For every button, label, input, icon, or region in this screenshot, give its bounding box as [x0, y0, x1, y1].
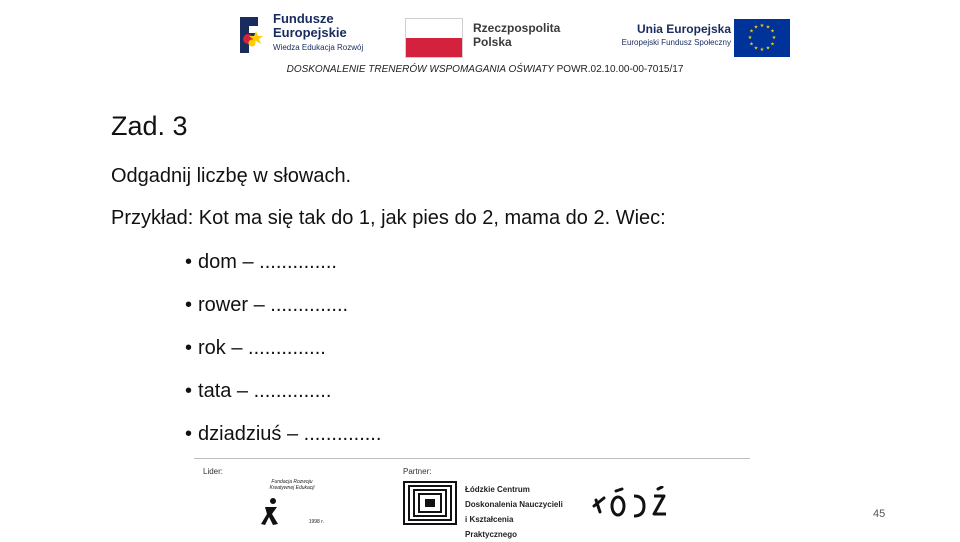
svg-text:★: ★: [749, 28, 754, 35]
page-number: 45: [873, 508, 886, 520]
fundusze-line3: Wiedza Edukacja Rozwój: [273, 43, 364, 52]
ue-line2: Europejski Fundusz Społeczny: [621, 38, 731, 47]
ldz-line1: Łódzkie Centrum: [465, 485, 530, 494]
partner-label: Partner:: [403, 467, 432, 476]
fundusze-line2: Europejskie: [273, 25, 347, 40]
svg-text:★: ★: [759, 47, 765, 53]
task-example: Przykład: Kot ma się tak do 1, jak pies do 2, mama do 2. Wiec:: [111, 207, 666, 229]
list-item: [185, 336, 381, 379]
fundusze-line1: Fundusze: [273, 11, 334, 26]
concentric-squares-icon: [403, 481, 457, 525]
list-item-text: tata – ..............: [198, 380, 332, 402]
list-item: [185, 250, 381, 293]
project-code-number: POWR.02.10.00-00-7015/17: [553, 64, 684, 75]
svg-text:★: ★: [765, 24, 771, 31]
task-instruction: Odgadnij liczbę w słowach.: [111, 165, 352, 187]
lider-logo-text: Fundacja Rozwoju Kreatywnej Edukacji: [269, 479, 315, 491]
fundusze-star-icon: [236, 13, 266, 57]
list-item: [185, 293, 381, 336]
polish-flag-icon: [405, 18, 463, 58]
svg-text:★: ★: [771, 35, 777, 41]
rp-line1: Rzeczpospolita: [473, 21, 561, 35]
bullet: •: [185, 294, 193, 316]
fundusze-europejskie-logo: [233, 10, 378, 60]
lider-logo: [256, 477, 328, 527]
answer-list: [185, 250, 381, 465]
bullet: •: [185, 251, 193, 273]
svg-text:★: ★: [759, 23, 765, 29]
list-item-text: dziadziuś – ..............: [198, 423, 382, 445]
project-code: [0, 64, 960, 75]
rzeczpospolita-logo: [403, 16, 583, 58]
unia-europejska-logo: [603, 18, 793, 60]
svg-text:★: ★: [747, 35, 753, 41]
logo-bar: [233, 10, 793, 62]
svg-text:★: ★: [753, 24, 759, 31]
svg-text:★: ★: [749, 41, 754, 48]
ldz-partner-logo: [403, 481, 563, 539]
ldz-line2: Doskonalenia Nauczycieli: [465, 500, 563, 509]
lider-label: Lider:: [203, 467, 224, 476]
rp-line2: Polska: [473, 35, 512, 49]
lodz-city-logo-icon: [590, 486, 676, 520]
svg-text:★: ★: [770, 28, 775, 35]
svg-text:★: ★: [753, 45, 759, 52]
ldz-line3: i Kształcenia Praktycznego: [465, 515, 518, 539]
bullet: •: [185, 337, 193, 359]
bullet: •: [185, 423, 193, 445]
list-item-text: rower – ..............: [198, 294, 349, 316]
running-figure-icon: [258, 497, 284, 527]
list-item-text: dom – ..............: [198, 251, 337, 273]
bullet: •: [185, 380, 193, 402]
list-item-text: rok – ..............: [198, 337, 326, 359]
lider-logo-year: 1998 r.: [308, 519, 324, 525]
svg-text:★: ★: [770, 41, 775, 48]
list-item: [185, 379, 381, 422]
task-title: Zad. 3: [111, 111, 188, 141]
footer-divider: [194, 458, 750, 459]
project-code-italic: DOSKONALENIE TRENERÓW WSPOMAGANIA OŚWIATY: [286, 64, 554, 75]
ue-line1: Unia Europejska: [636, 22, 731, 36]
svg-text:★: ★: [765, 45, 771, 52]
eu-flag-icon: [734, 19, 790, 57]
